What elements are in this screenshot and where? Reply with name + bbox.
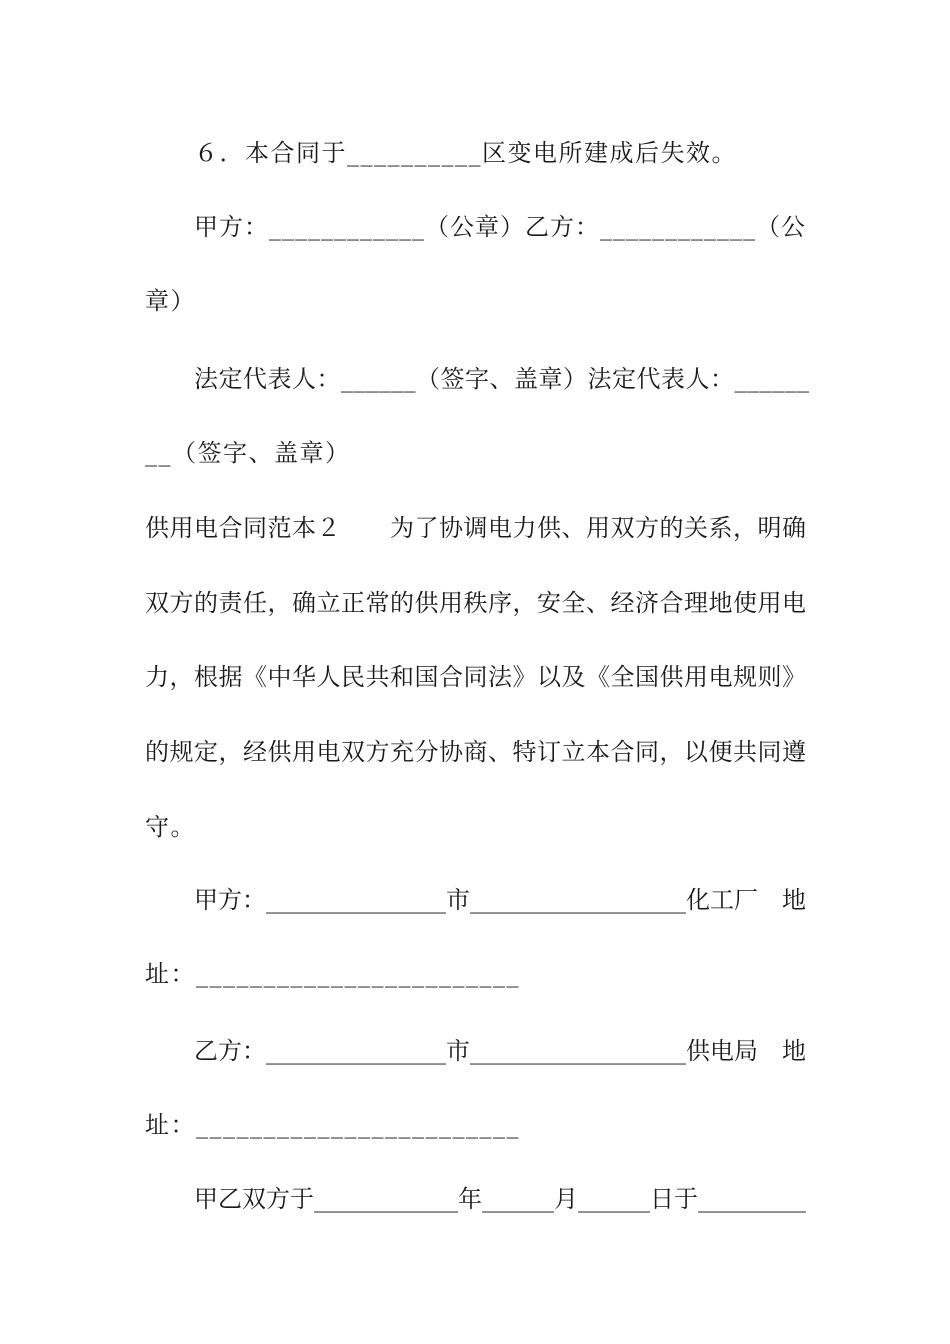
party-b-address: 址：________________________ (145, 1111, 520, 1139)
intro-line-3: 力，根据《中华人民共和国合同法》以及《全国供用电规则》 (145, 663, 807, 691)
legal-rep-line: 法定代表人：______（签字、盖章）法定代表人：______ (194, 365, 810, 393)
party-b-line: 乙方：_______________市__________________供电局 地 (194, 1037, 806, 1065)
party-a-address: 址：________________________ (145, 960, 520, 988)
party-seal-line-cont: 章） (145, 287, 196, 315)
clause-6-expiry: ６．本合同于__________区变电所建成后失效。 (194, 139, 737, 167)
intro-line-2: 双方的责任，确立正常的供用秩序，安全、经济合理地使用电 (145, 589, 807, 617)
party-a-line: 甲方：_______________市__________________化工厂 地 (194, 886, 806, 914)
intro-line-4: 的规定，经供用电双方充分协商、特订立本合同，以便共同遵 (145, 738, 807, 766)
party-seal-line: 甲方：____________（公章）乙方：____________（公 (194, 213, 806, 241)
template-2-intro: 供用电合同范本２ 为了协调电力供、用双方的关系，明确 (145, 514, 807, 542)
agreement-date-line: 甲乙双方于____________年______月______日于_________ (194, 1185, 806, 1213)
legal-rep-line-cont: __（签字、盖章） (145, 439, 351, 467)
intro-line-5: 守。 (145, 813, 196, 841)
